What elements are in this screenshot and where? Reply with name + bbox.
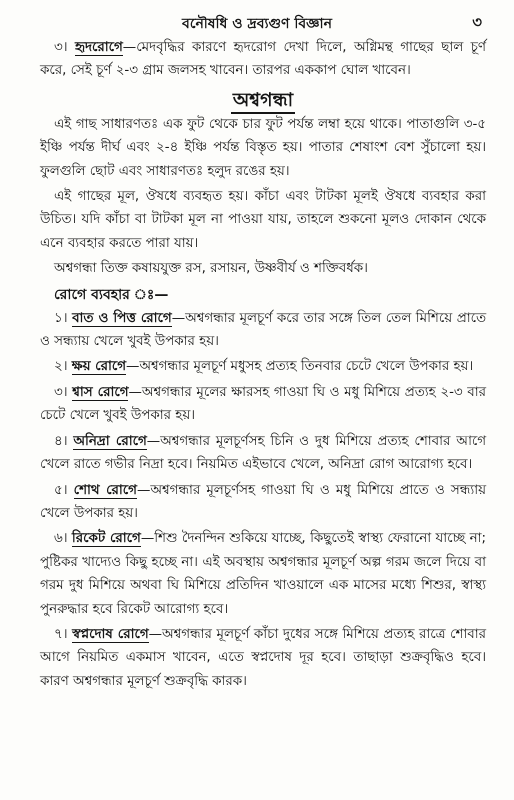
item-label: অনিদ্রা রোগে: [73, 433, 147, 449]
page-number: ৩: [472, 13, 482, 31]
item-number: ৪।: [54, 433, 68, 449]
item-text: —অশ্বগন্ধার মূলচূর্ণ করে তার সঙ্গে তিল তেল মিশিয়ে প্রাতে ও সন্ধ্যায় খেলে খুবই উপকার হয়।: [40, 310, 486, 350]
remedy-item: [40, 527, 486, 621]
remedy-item: [40, 307, 486, 354]
remedy-item: [40, 479, 486, 526]
item-number: ৫।: [54, 482, 68, 498]
item-label: রিকেট রোগে: [71, 531, 141, 547]
remedy-item: [40, 381, 486, 428]
item-label: ক্ষয় রোগে: [71, 359, 127, 375]
item-text: —অশ্বগন্ধার মূলচূর্ণ মধুসহ প্রত্যহ তিনবার চেটে খেলে উপকার হয়।: [126, 359, 474, 375]
item-number: ৩।: [54, 40, 68, 55]
item-number: ৭।: [54, 626, 68, 642]
page-body: [40, 36, 486, 695]
uses-subheading: রোগে ব্যবহার ঃ—: [54, 286, 169, 303]
remedy-item: [40, 623, 486, 693]
item-number: ৩।: [54, 384, 68, 400]
remedy-item: [40, 430, 486, 477]
item-text: —মেদবৃদ্ধির কারণে হৃদরোগ দেখা দিলে, অগ্নিমন্থ গাছের ছাল চূর্ণ করে, সেই চূর্ণ ২-৩ গ্রাম জলসহ খাবেন। তারপর এককাপ ঘোল খাবেন।: [40, 40, 486, 79]
item-label: শ্বাস রোগে: [72, 384, 129, 400]
item-number: ২।: [54, 359, 68, 375]
item-text: —অশ্বগন্ধার মূলচূর্ণসহ চিনি ও দুধ মিশিয়ে প্রত্যহ শোবার আগে খেলে রাতে গভীর নিদ্রা হবে। নিয়মিত এইভাবে খেলে, অনিদ্রা রোগ আরোগ্য হবে।: [40, 433, 486, 473]
remedy-item: [40, 355, 486, 378]
item-label: হৃদরোগে: [74, 40, 123, 55]
description-paragraph: এই গাছ সাধারণতঃ এক ফুট থেকে চার ফুট পর্যন্ত লম্বা হয়ে থাকে। পাতাগুলি ৩-৫ ইঞ্চি পর্যন্ত দীর্ঘ এবং ২-৪ ইঞ্চি পর্যন্ত বিস্তৃত হয়। পাতার শেষাংশ বেশ সুঁচালো হয়। ফুলগুলি ছোট এবং সাধারণতঃ হলুদ রঙের হয়।: [40, 116, 486, 179]
header-title: বনৌষধি ও দ্রব্যগুণ বিজ্ঞান: [182, 16, 332, 32]
item-number: ৬।: [54, 531, 68, 547]
description-paragraph: এই গাছের মূল, ঔষধে ব্যবহৃত হয়। কাঁচা এবং টাটকা মূলই ঔষধে ব্যবহার করা উচিত। যদি কাঁচা বা টাটকা মূল না পাওয়া যায়, তাহলে শুকনো মূলও দোকান থেকে এনে ব্যবহার করতে পারা যায়।: [40, 189, 486, 251]
item-text: —অশ্বগন্ধার মূলের ক্ষারসহ গাওয়া ঘি ও মধু মিশিয়ে প্রত্যহ ২-৩ বার চেটে খেলে খুবই উপকার হয়।: [40, 384, 486, 424]
section-heading: অশ্বগন্ধা: [40, 87, 486, 113]
item-text: —শিশু দৈনন্দিন শুকিয়ে যাচ্ছে, কিছুতেই স্বাস্থ্য ফেরানো যাচ্ছে না; পুষ্টিকর খাদ্যেও কিছু হচ্ছে না। এই অবস্থায় অশ্বগন্ধার মূলচূর্ণ অল্প গরম জলে দিয়ে বা গরম দুধ মিশিয়ে অথবা ঘি মিশিয়ে প্রতিদিন খাওয়ালে এক মাসের মধ্যে শিশুর, স্বাস্থ্য পুনরুদ্ধার হবে রিকেট আরোগ্য হবে।: [40, 531, 486, 617]
item-label: শোথ রোগে: [73, 482, 137, 498]
item-text: —অশ্বগন্ধার মূলচূর্ণ কাঁচা দুধের সঙ্গে মিশিয়ে প্রত্যহ রাত্রে শোবার আগে নিয়মিত একমাস খাবেন, এতে স্বপ্নদোষ দূর হবে। তাছাড়া শুক্রবৃদ্ধিও হবে। কারণ অশ্বগন্ধার মূলচূর্ণ শুক্রবৃদ্ধি কারক।: [40, 626, 486, 689]
item-label: স্বপ্নদোষ রোগে: [72, 626, 149, 642]
description-paragraph: অশ্বগন্ধা তিক্ত কষায়যুক্ত রস, রসায়ন, উষ্ণবীর্য ও শক্তিবর্ধক।: [54, 261, 368, 277]
running-header: [0, 8, 514, 36]
item-label: বাত ও পিত্ত রোগে: [72, 310, 172, 326]
prev-remedy-item: [40, 36, 486, 83]
item-text: —অশ্বগন্ধার মূলচূর্ণসহ গাওয়া ঘি ও মধু মিশিয়ে প্রাতে ও সন্ধ্যায় খেলে উপকার হয়।: [40, 482, 486, 521]
item-number: ১।: [54, 310, 68, 326]
